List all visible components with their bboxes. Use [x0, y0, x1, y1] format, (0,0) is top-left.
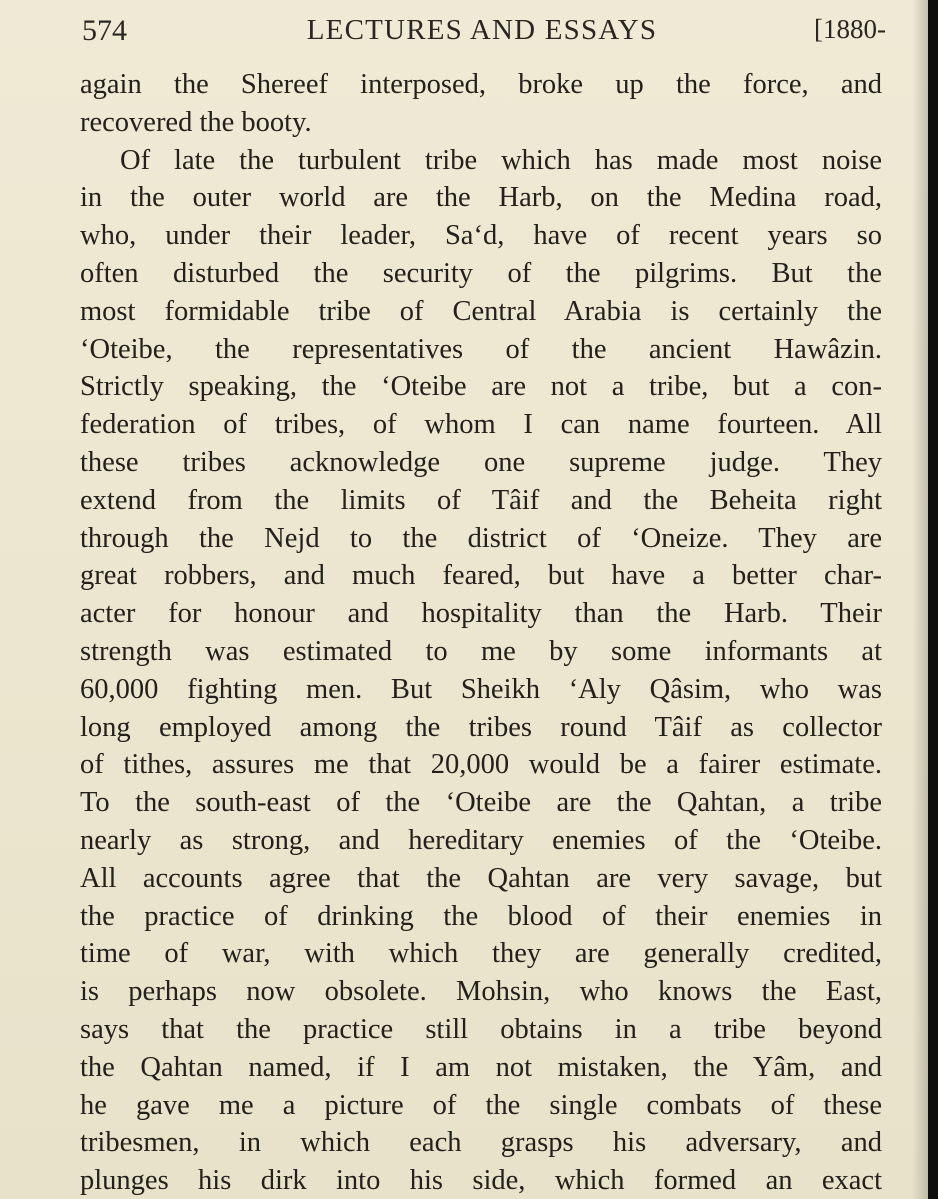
text-line: strength was estimated to me by some informants at	[80, 635, 882, 667]
text-line: great robbers, and much feared, but have a better char-	[80, 560, 882, 592]
running-title: LECTURES AND ESSAYS	[306, 14, 658, 46]
text-line: is perhaps now obsolete. Mohsin, who knows the East,	[80, 976, 882, 1008]
text-line: All accounts agree that the Qahtan are very savage, but	[80, 862, 882, 894]
text-line: plunges his dirk into his side, which formed an exact	[80, 1165, 882, 1197]
text-line: through the Nejd to the district of ‘Oneize. They are	[80, 522, 882, 554]
text-line: the practice of drinking the blood of their enemies in	[80, 900, 882, 932]
text-line: Of late the turbulent tribe which has made most noise	[120, 144, 882, 176]
text-line: extend from the limits of Tâif and the Beheita right	[80, 484, 882, 516]
text-line: Strictly speaking, the ‘Oteibe are not a tribe, but a con-	[80, 371, 882, 403]
text-line: in the outer world are the Harb, on the Medina road,	[80, 182, 882, 214]
text-line: long employed among the tribes round Tâif as collector	[80, 711, 882, 743]
text-line: he gave me a picture of the single combats of these	[80, 1089, 882, 1121]
text-line: tribesmen, in which each grasps his adversary, and	[80, 1127, 882, 1159]
year-bracket: [1880-	[814, 14, 886, 44]
body-text	[80, 66, 882, 1199]
text-line: ‘Oteibe, the representatives of the ancient Hawâzin.	[80, 333, 882, 365]
text-line: time of war, with which they are generally credited,	[80, 938, 882, 970]
text-line: 60,000 fighting men. But Sheikh ‘Aly Qâsim, who was	[80, 673, 882, 705]
text-line: these tribes acknowledge one supreme judge. They	[80, 446, 882, 478]
text-line: often disturbed the security of the pilgrims. But the	[80, 257, 882, 289]
text-line: of tithes, assures me that 20,000 would be a fairer estimate.	[80, 749, 882, 781]
page-edge-shadow	[912, 0, 928, 1199]
text-line: recovered the booty.	[80, 106, 312, 138]
text-line: says that the practice still obtains in a tribe beyond	[80, 1013, 882, 1045]
text-line: nearly as strong, and hereditary enemies of the ‘Oteibe.	[80, 824, 882, 856]
running-head	[82, 10, 886, 56]
text-line: To the south-east of the ‘Oteibe are the Qahtan, a tribe	[80, 787, 882, 819]
text-line: federation of tribes, of whom I can name fourteen. All	[80, 409, 882, 441]
text-line: acter for honour and hospitality than the Harb. Their	[80, 598, 882, 630]
text-line: the Qahtan named, if I am not mistaken, the Yâm, and	[80, 1051, 882, 1083]
text-line: who, under their leader, Sa‘d, have of recent years so	[80, 220, 882, 252]
text-line: again the Shereef interposed, broke up the force, and	[80, 69, 882, 100]
text-line: most formidable tribe of Central Arabia is certainly the	[80, 295, 882, 327]
page-number: 574	[82, 14, 127, 47]
